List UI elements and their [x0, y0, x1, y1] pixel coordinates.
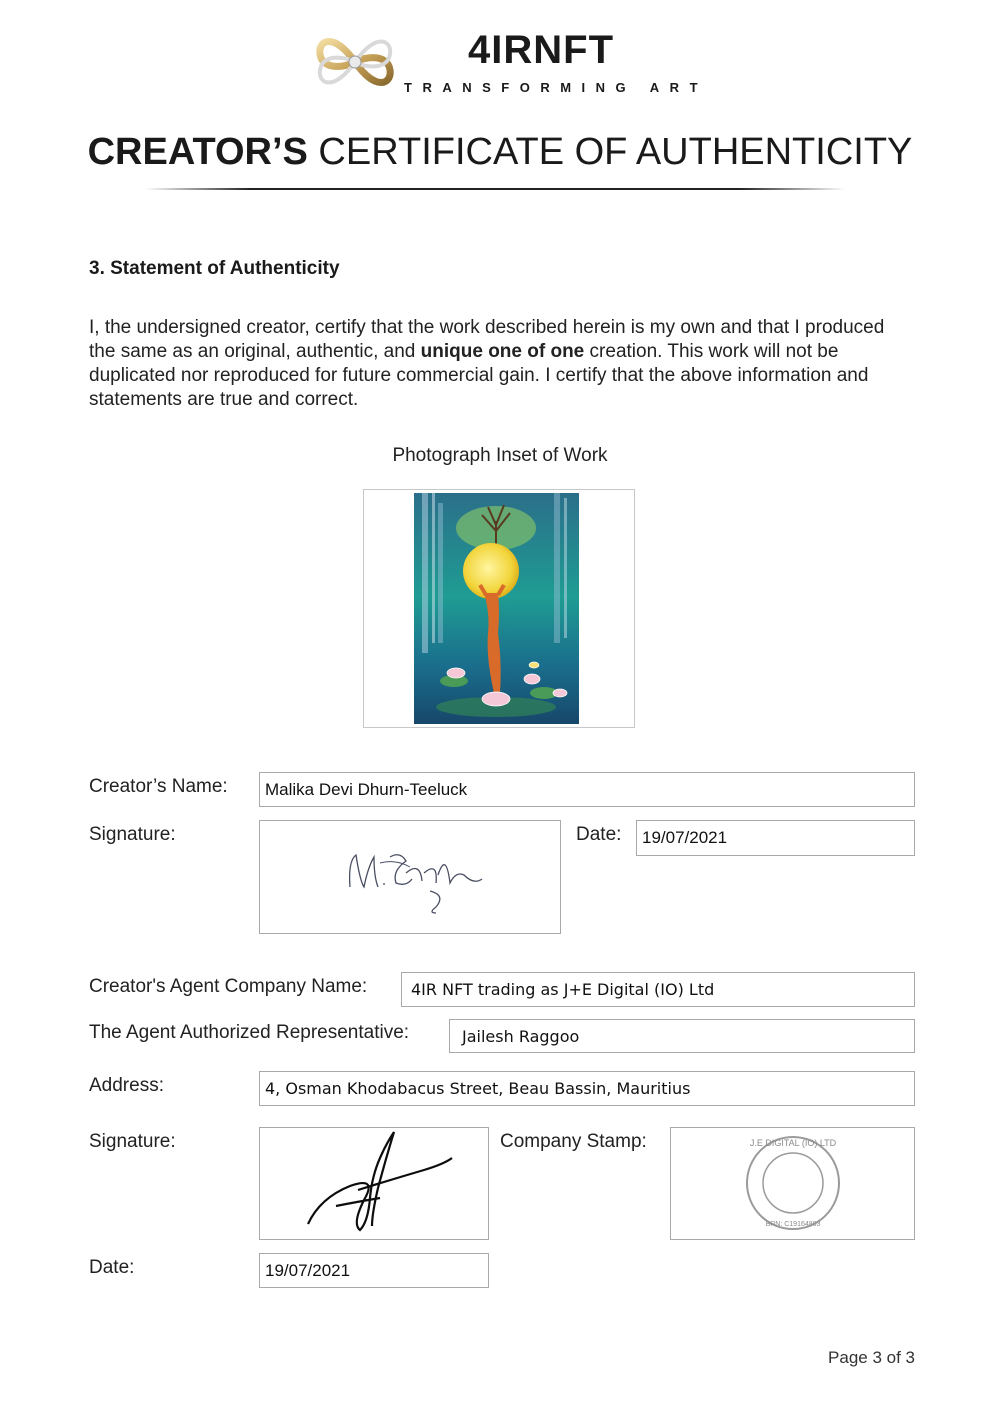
address-label: Address:: [89, 1075, 164, 1096]
stamp-company-text: J.E DIGITAL (IO) LTD: [749, 1138, 837, 1148]
creator-date-field[interactable]: 19/07/2021: [636, 820, 915, 856]
agent-date-field[interactable]: 19/07/2021: [259, 1253, 489, 1288]
title-regular-part: CERTIFICATE OF AUTHENTICITY: [307, 131, 913, 173]
company-stamp-icon: [671, 1128, 914, 1239]
address-field[interactable]: 4, Osman Khodabacus Street, Beau Bassin, Mauritius: [259, 1071, 915, 1106]
company-stamp-label: Company Stamp:: [500, 1131, 647, 1152]
brand-name: 4IRNFT: [468, 28, 614, 72]
statement-text-end: creation. This work will not be duplicated nor reproduced for future commercial gain. I certify that the above information and statements are true and correct.: [89, 341, 869, 410]
title-divider: [145, 188, 845, 190]
brand-tagline: TRANSFORMING ART: [404, 80, 709, 95]
artwork-image: [414, 493, 579, 724]
agent-signature-icon: [260, 1128, 488, 1239]
statement-emphasis: unique one of one: [420, 341, 585, 362]
section-heading: 3. Statement of Authenticity: [89, 258, 340, 279]
company-logo-icon: [314, 22, 396, 102]
authenticity-statement: [89, 316, 909, 412]
creator-signature-box[interactable]: [259, 820, 561, 934]
company-stamp-box[interactable]: [670, 1127, 915, 1240]
agent-signature-box[interactable]: [259, 1127, 489, 1240]
certificate-title: [0, 128, 1000, 176]
agent-signature-label: Signature:: [89, 1131, 176, 1152]
agent-company-label: Creator's Agent Company Name:: [89, 976, 368, 997]
creator-name-label: Creator’s Name:: [89, 776, 228, 797]
statement-text-start: I, the undersigned creator, certify that the work described herein is my own and that I produced the same as an original, authentic, and: [89, 317, 885, 362]
creator-signature-icon: [260, 821, 560, 933]
creator-signature-label: Signature:: [89, 824, 176, 845]
agent-company-field[interactable]: 4IR NFT trading as J+E Digital (IO) Ltd: [401, 972, 915, 1007]
agent-representative-field[interactable]: Jailesh Raggoo: [449, 1019, 915, 1053]
agent-representative-label: The Agent Authorized Representative:: [89, 1022, 410, 1043]
title-bold-part: CREATOR’S: [87, 131, 308, 173]
page-number: Page 3 of 3: [828, 1348, 915, 1367]
inset-caption: Photograph Inset of Work: [392, 445, 608, 466]
creator-date-label: Date:: [576, 824, 622, 845]
agent-date-label: Date:: [89, 1257, 135, 1278]
stamp-brn-text: BRN: C19164803: [765, 1221, 821, 1228]
creator-name-field[interactable]: Malika Devi Dhurn-Teeluck: [259, 772, 915, 807]
